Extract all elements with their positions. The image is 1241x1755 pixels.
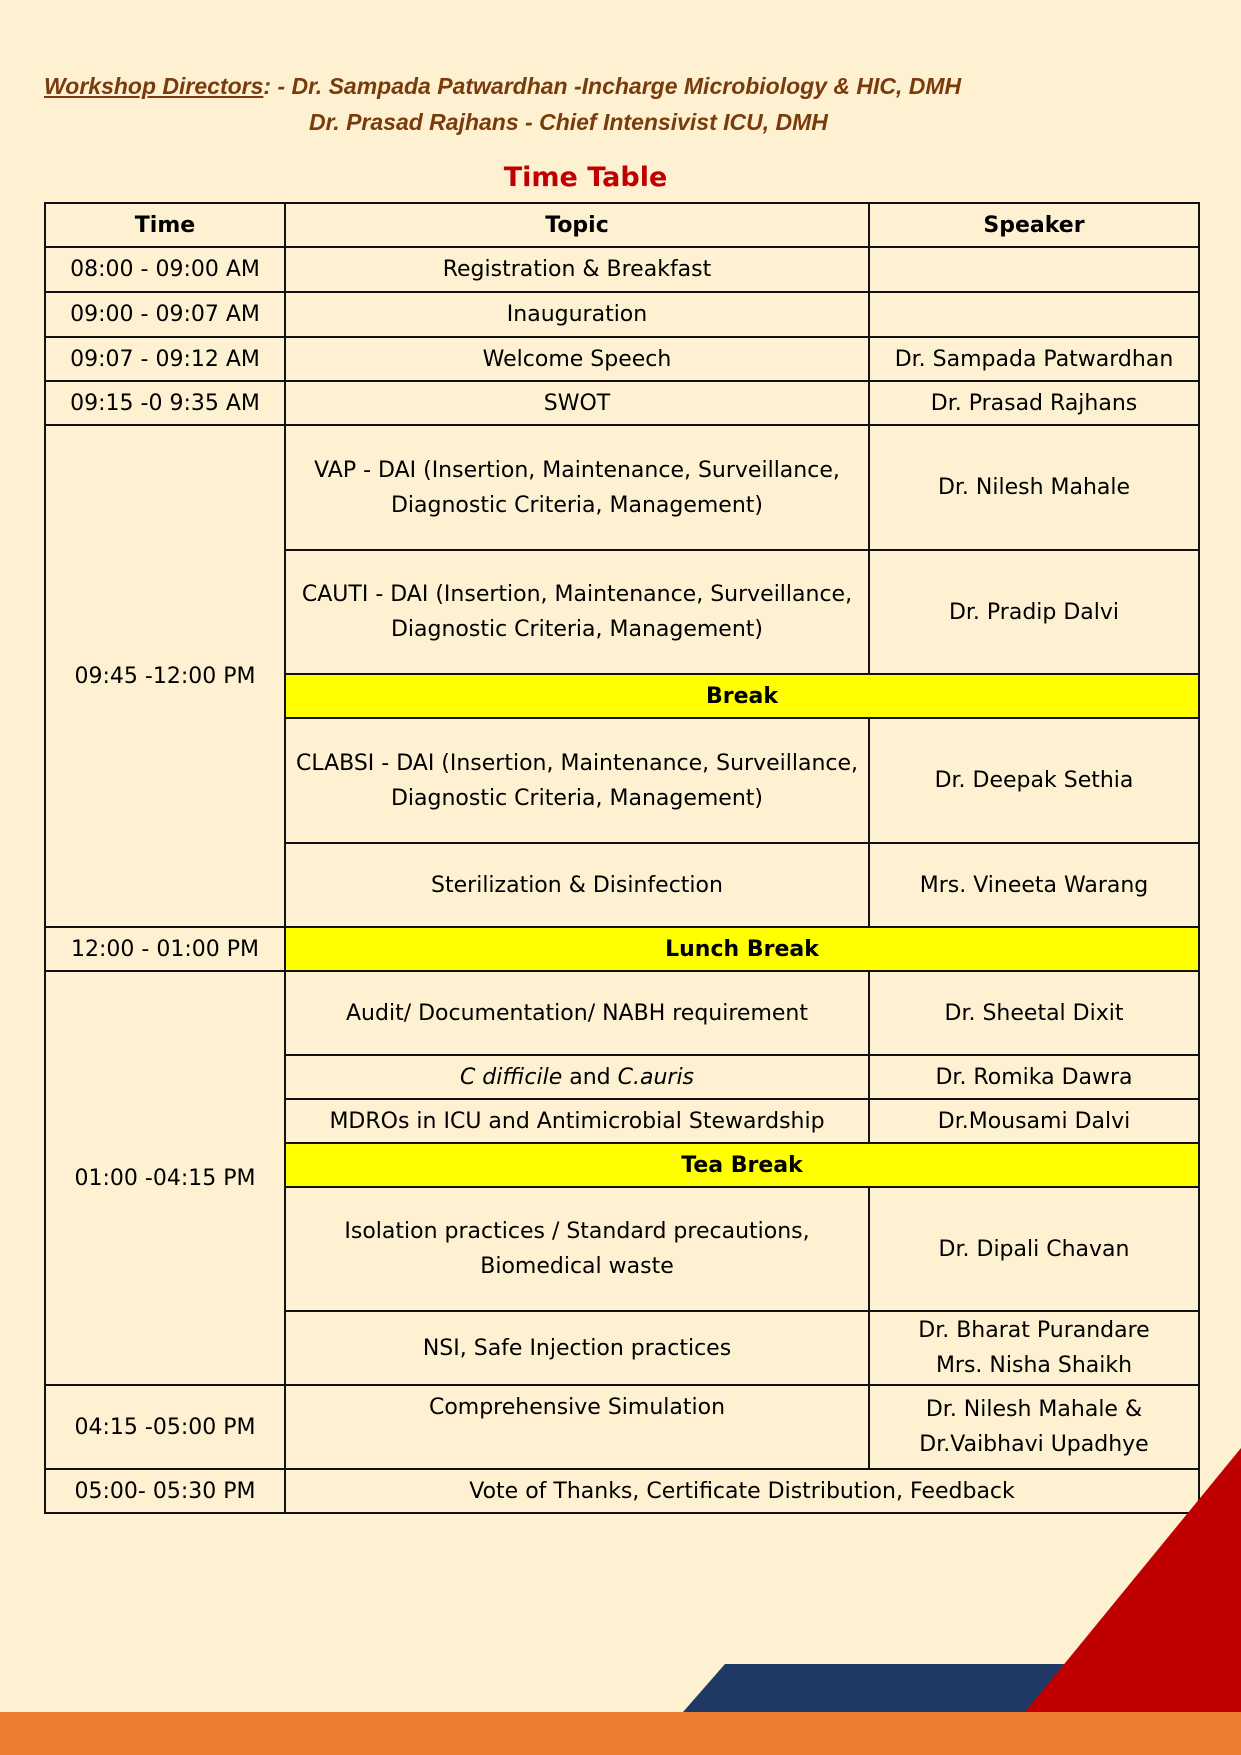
col-header-time: Time [45,203,285,247]
break-cell: Break [285,674,1199,718]
red-triangle [1025,1448,1241,1712]
topic-cell: Registration & Breakfast [285,247,869,292]
topic-italic-1: C difficile [459,1064,563,1090]
topic-cell: CAUTI - DAI (Insertion, Maintenance, Surveillance, Diagnostic Criteria, Management) [285,550,869,674]
speaker-line-1: Dr. Bharat Purandare [918,1318,1150,1343]
topic-cell: SWOT [285,381,869,425]
speaker-line-2: Dr.Vaibhavi Upadhye [919,1432,1149,1457]
director-2: Dr. Prasad Rajhans - Chief Intensivist ICU, DMH [309,109,828,135]
time-cell: 09:45 -12:00 PM [45,425,285,927]
time-cell: 09:07 - 09:12 AM [45,337,285,381]
topic-cell: Sterilization & Disinfection [285,843,869,927]
topic-cell: Vote of Thanks, Certificate Distribution, Feedback [285,1469,1199,1513]
speaker-cell: Dr. Sampada Patwardhan [869,337,1199,381]
speaker-cell: Dr. Pradip Dalvi [869,550,1199,674]
topic-cell: NSI, Safe Injection practices [285,1311,869,1385]
directors-label: Workshop Directors [44,73,264,99]
time-table-title: Time Table [503,162,668,193]
speaker-line-1: Dr. Nilesh Mahale & [925,1397,1143,1422]
topic-italic-2: C.auris [617,1064,695,1090]
topic-cell: VAP - DAI (Insertion, Maintenance, Surveillance, Diagnostic Criteria, Management) [285,425,869,550]
speaker-cell: Mrs. Vineeta Warang [869,843,1199,927]
speaker-cell: Dr. Deepak Sethia [869,718,1199,843]
topic-mid: and [562,1064,618,1090]
navy-stripe [683,1664,1090,1712]
speaker-cell: Dr. Dipali Chavan [869,1187,1199,1311]
topic-cell: Inauguration [285,292,869,337]
tea-break-cell: Tea Break [285,1143,1199,1187]
time-cell: 08:00 - 09:00 AM [45,247,285,292]
speaker-cell: Dr. Prasad Rajhans [869,381,1199,425]
director-1: : - Dr. Sampada Patwardhan -Incharge Microbiology & HIC, DMH [263,73,962,99]
time-cell: 01:00 -04:15 PM [45,971,285,1385]
speaker-cell: Dr. Sheetal Dixit [869,971,1199,1055]
topic-cell: MDROs in ICU and Antimicrobial Stewardship [285,1099,869,1143]
time-cell: 12:00 - 01:00 PM [45,927,285,971]
topic-cell: Audit/ Documentation/ NABH requirement [285,971,869,1055]
topic-cell: Isolation practices / Standard precautions, Biomedical waste [285,1187,869,1311]
orange-footer-bar [0,1712,1241,1755]
time-cell: 04:15 -05:00 PM [45,1385,285,1469]
speaker-cell: Dr.Mousami Dalvi [869,1099,1199,1143]
speaker-line-2: Mrs. Nisha Shaikh [935,1353,1133,1378]
speaker-cell: Dr. Nilesh Mahale [869,425,1199,550]
lunch-break-cell: Lunch Break [285,927,1199,971]
time-cell: 09:15 -0 9:35 AM [45,381,285,425]
topic-cell: CLABSI - DAI (Insertion, Maintenance, Surveillance, Diagnostic Criteria, Management) [285,718,869,843]
time-cell: 09:00 - 09:07 AM [45,292,285,337]
col-header-speaker: Speaker [869,203,1199,247]
topic-cell: Comprehensive Simulation [285,1385,869,1469]
topic-cell: Welcome Speech [285,337,869,381]
col-header-topic: Topic [285,203,869,247]
time-cell: 05:00- 05:30 PM [45,1469,285,1513]
speaker-cell: Dr. Romika Dawra [869,1055,1199,1099]
